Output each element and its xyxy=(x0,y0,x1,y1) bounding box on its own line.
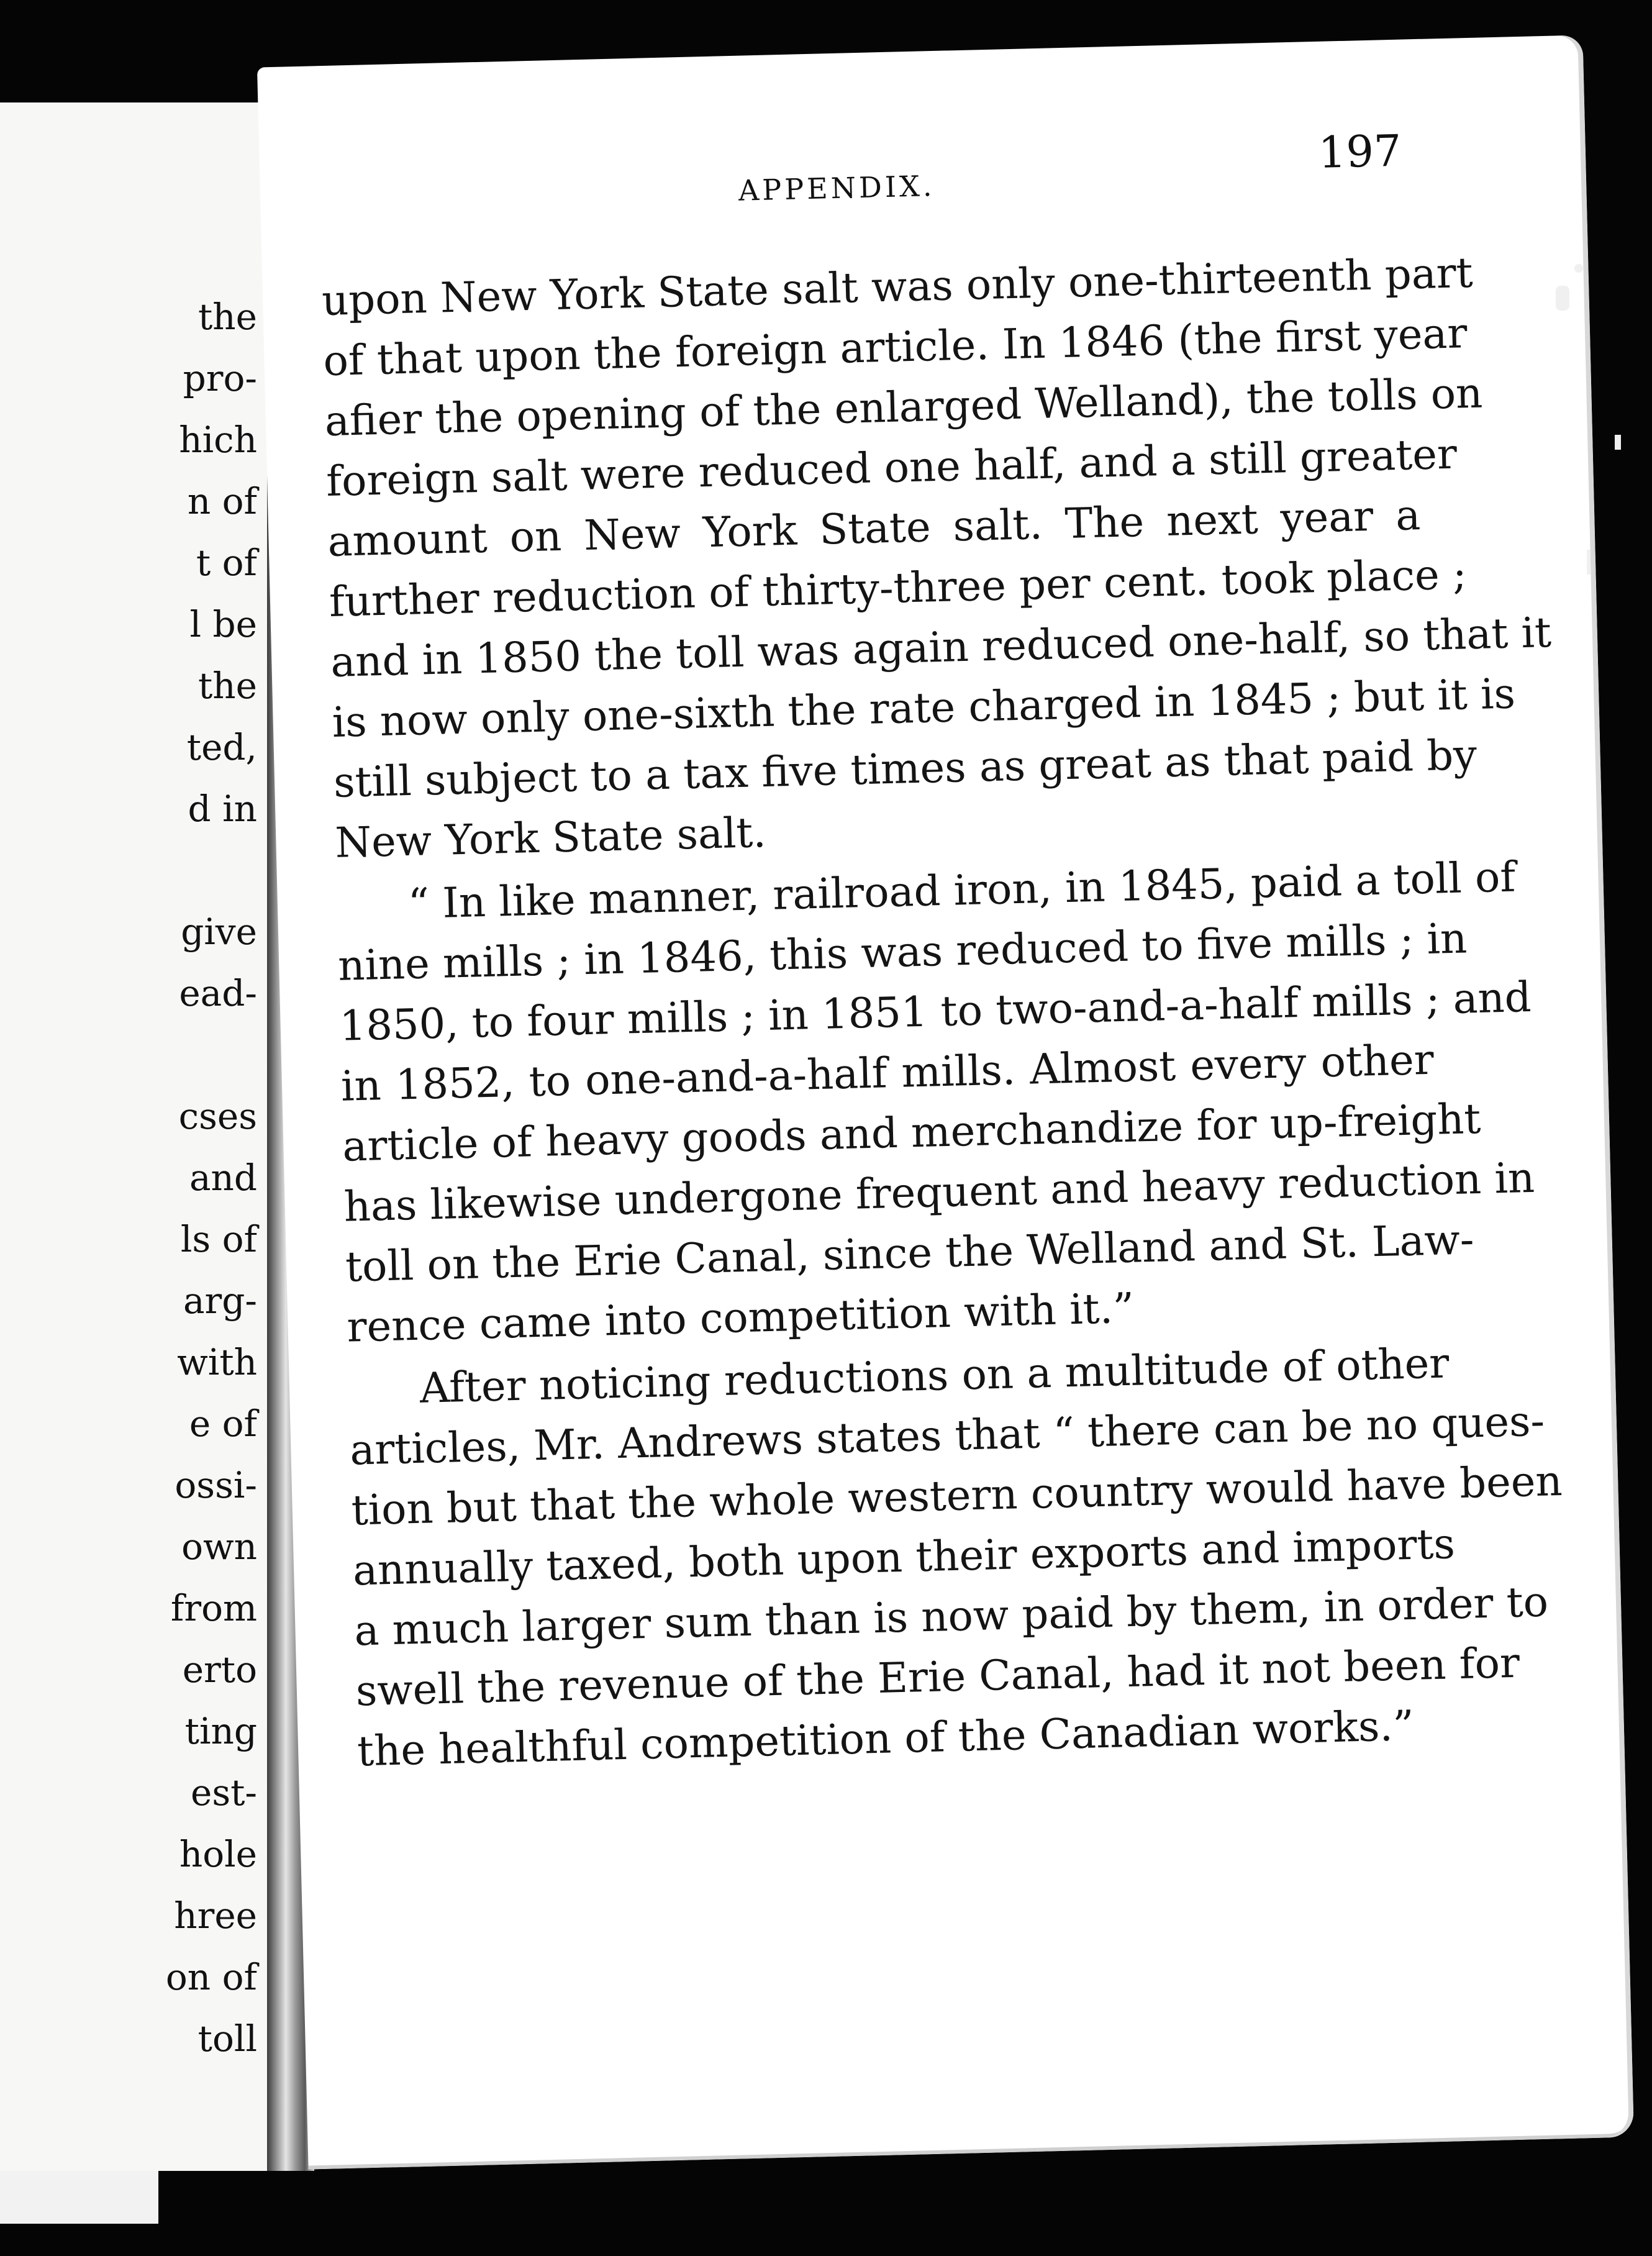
left-page-line-fragment: ossi- xyxy=(175,1464,257,1506)
left-page-line-fragment: hich xyxy=(179,419,257,461)
text-line: amount on New York State salt. The next year a xyxy=(327,491,1422,566)
left-page-line-fragment: e of xyxy=(189,1403,257,1445)
left-page-line-fragment: ting xyxy=(184,1710,257,1752)
paragraph-3 xyxy=(348,1334,1563,1782)
left-page-line-fragment: on of xyxy=(165,1956,257,1998)
left-page-line-fragment: give xyxy=(181,911,257,953)
left-page-line-fragment: arg- xyxy=(183,1280,257,1322)
left-page-line-fragment: ead- xyxy=(179,972,257,1014)
left-page-line-fragment: from xyxy=(170,1587,257,1629)
text-line: has likewise undergone frequent and heavy reduction in xyxy=(343,1153,1535,1231)
text-line: nine mills ; in 1846, this was reduced to five mills ; in xyxy=(337,914,1468,990)
left-page-line-fragment: with xyxy=(177,1341,257,1383)
left-page-line-fragment: cses xyxy=(178,1095,257,1137)
text-line: articles, Mr. Andrews states that “ there can be no ques- xyxy=(349,1396,1545,1475)
text-line: swell the revenue of the Erie Canal, had it not been for xyxy=(355,1638,1520,1716)
left-page-line-fragment: est- xyxy=(191,1772,257,1814)
left-page-line-fragment: erto xyxy=(182,1649,257,1691)
text-line: 1850, to four mills ; in 1851 to two-and-a-half mills ; and xyxy=(338,972,1532,1050)
left-page-line-fragment: the xyxy=(198,296,257,338)
text-line: afier the opening of the enlarged Welland), the tolls on xyxy=(324,368,1484,446)
left-page-line-fragment: ted, xyxy=(186,726,257,768)
text-line: the healthful competition of the Canadian works.” xyxy=(356,1701,1415,1776)
left-page-line-fragment: n of xyxy=(187,480,257,522)
left-facing-page xyxy=(0,102,271,2171)
left-page-corner xyxy=(0,2171,158,2224)
left-page-line-fragment: own xyxy=(181,1526,257,1568)
page-number: 197 xyxy=(1317,125,1402,178)
left-page-line-fragment: t of xyxy=(196,542,257,584)
left-page-line-fragment: pro- xyxy=(183,357,257,399)
paragraph-1 xyxy=(321,244,1552,873)
left-page-line-fragment: l be xyxy=(189,603,257,645)
left-page-line-fragment: d in xyxy=(188,788,257,830)
text-line: is now only one-sixth the rate charged in 1845 ; but it is xyxy=(331,669,1516,747)
left-page-line-fragment: hole xyxy=(179,1833,257,1875)
left-page-line-fragment: toll xyxy=(197,2017,257,2060)
text-line: in 1852, to one-and-a-half mills. Almost every other xyxy=(340,1035,1435,1111)
text-line: rence came into competition with it.” xyxy=(346,1283,1135,1352)
scan-speck xyxy=(1556,286,1569,311)
body-text xyxy=(321,244,1563,1784)
text-line: New York State salt. xyxy=(334,807,767,867)
text-line: article of heavy goods and merchandize for up-freight xyxy=(342,1094,1482,1171)
text-line: and in 1850 the toll was again reduced one-half, so that it xyxy=(330,607,1552,686)
left-page-line-fragment: ls of xyxy=(180,1218,257,1260)
scan-speck xyxy=(1587,550,1591,575)
running-head: APPENDIX. xyxy=(738,168,935,207)
text-line: annually taxed, both upon their exports and imports xyxy=(352,1519,1456,1595)
text-line: foreign salt were reduced one half, and a still greater xyxy=(325,429,1458,506)
scan-speck xyxy=(1574,264,1583,273)
text-line: a much larger sum than is now paid by them, in order to xyxy=(353,1577,1549,1655)
text-line: tion but that the whole western country would have been xyxy=(350,1456,1563,1535)
text-line: of that upon the foreign article. In 1846 (the first year xyxy=(322,309,1468,386)
paragraph-2 xyxy=(336,849,1535,1358)
left-page-line-fragment: the xyxy=(198,665,257,707)
left-page-line-fragment: hree xyxy=(174,1894,257,1937)
text-line: toll on the Erie Canal, since the Welland and St. Law- xyxy=(345,1215,1475,1291)
text-line: further reduction of thirty-three per cent. took place ; xyxy=(329,550,1468,626)
text-line: upon New York State salt was only one-thirteenth part xyxy=(321,248,1474,325)
left-page-line-fragment: and xyxy=(189,1157,257,1199)
text-line: still subject to a tax five times as great as that paid by xyxy=(333,730,1477,807)
scan-speck xyxy=(1615,435,1621,450)
text-line: After noticing reductions on a multitude of other xyxy=(419,1339,1450,1412)
right-page xyxy=(257,35,1634,2169)
text-line: “ In like manner, railroad iron, in 1845, paid a toll of xyxy=(407,852,1517,929)
